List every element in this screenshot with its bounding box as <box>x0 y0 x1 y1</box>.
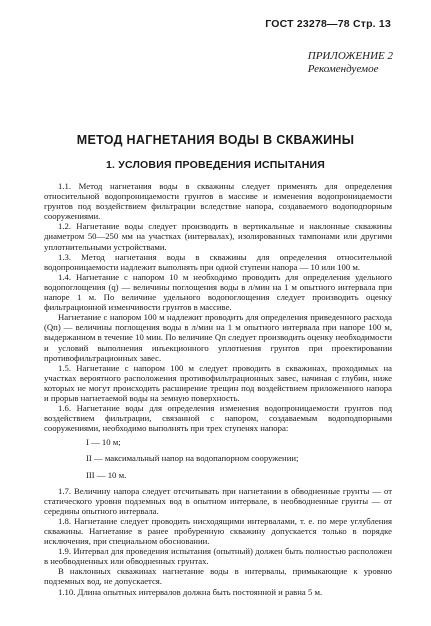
document-body <box>44 181 392 597</box>
paragraph-1-5: 1.5. Нагнетание с напором 100 м следует проводить в скважинах, проходимых на участках вероятного расположения противофильтрационных завес, начиная с глубин, ниже которых не могут происходить расширение трещин под воздействием приложенного напора и прорыв нагнетаемой воды на земную поверхность. <box>44 362 392 403</box>
appendix-block <box>308 50 393 76</box>
paragraph-1-1: 1.1. Метод нагнетания воды в скважины следует применять для определения относительной водопроницаемости грунтов в массиве и изменения водопроницаемости грунтов под воздействием фильтрации вследствие напора, создаваемого водоподпорным сооружениями. <box>44 181 392 222</box>
document-title: МЕТОД НАГНЕТАНИЯ ВОДЫ В СКВАЖИНЫ <box>76 133 355 147</box>
paragraph-1-10: 1.10. Длина опытных интервалов должна быть постоянной и равна 5 м. <box>58 586 323 597</box>
appendix-status: Рекомендуемое <box>307 63 379 75</box>
paragraph-1-9-cont: В наклонных скважинах нагнетание воды в интервалы, примыкающие к уровню подземных вод, не допускается. <box>44 566 392 587</box>
paragraph-1-4: 1.4. Нагнетание с напором 10 м необходимо проводить для определения удельного водопоглощения (q) — величины поглощения воды в л/мин на 1 м опытного интервала при напоре 1 м. По величине удельного водопоглощения следует производить оценку фильтрационной изменчивости грунтов в массиве. <box>44 271 392 313</box>
page-header: ГОСТ 23278—78 Стр. 13 <box>265 18 391 30</box>
paragraph-1-7: 1.7. Величину напора следует отсчитывать при нагнетании в обводненные грунты — от статического уровня подземных вод в опытном интервале, в необводненные грунты — от середины опытного интервала. <box>44 485 392 516</box>
paragraph-1-4-cont: Нагнетание с напором 100 м надлежит проводить для определения приведенного расхода (Qп) — величины поглощения воды в л/мин на 1 м опытного интервала при напоре 100 м, выдержанном в течение 10 мин. По величине Qп следует производить оценку необходимости и условий выполнения инъекционного уплотнения грунтов при проектировании противофильтрационных завес. <box>44 312 392 363</box>
paragraph-1-2: 1.2. Нагнетание воды следует производить в вертикальные и наклонные скважины диаметром 50—250 мм на участках (интервалах), изолированных тампонами или другими уплотнительными устройствами. <box>44 221 392 252</box>
section-title: 1. УСЛОВИЯ ПРОВЕДЕНИЯ ИСПЫТАНИЯ <box>105 159 326 171</box>
paragraph-1-8: 1.8. Нагнетание следует проводить нисходящими интервалами, т. е. по мере углубления скважины. Нагнетание в ранее пробуренную скважину допускается только в порядке исключения, при специальном обосновании. <box>44 515 392 547</box>
paragraph-1-3: 1.3. Метод нагнетания воды в скважины для определения относительной водопроницаемости надлежит выполнять при одной ступени напора — 10 или 100 м. <box>44 251 392 272</box>
head-step-3: III — 10 м. <box>86 469 127 480</box>
appendix-label: ПРИЛОЖЕНИЕ 2 <box>307 50 393 62</box>
paragraph-1-9: 1.9. Интервал для проведения испытания (опытный) должен быть полностью расположен в необводненных или обводненных грунтах. <box>44 546 392 567</box>
head-step-2: II — максимальный напор на водопапорном сооружении; <box>86 453 299 464</box>
head-step-1: I — 10 м; <box>86 437 121 448</box>
paragraph-1-6: 1.6. Нагнетание воды для определения изменения водопроницаемости грунтов под воздействием фильтрации, связанной с напором, создаваемым водоподпорными сооружениями, необходимо выполнять при трех ступенях напора: <box>44 403 392 434</box>
